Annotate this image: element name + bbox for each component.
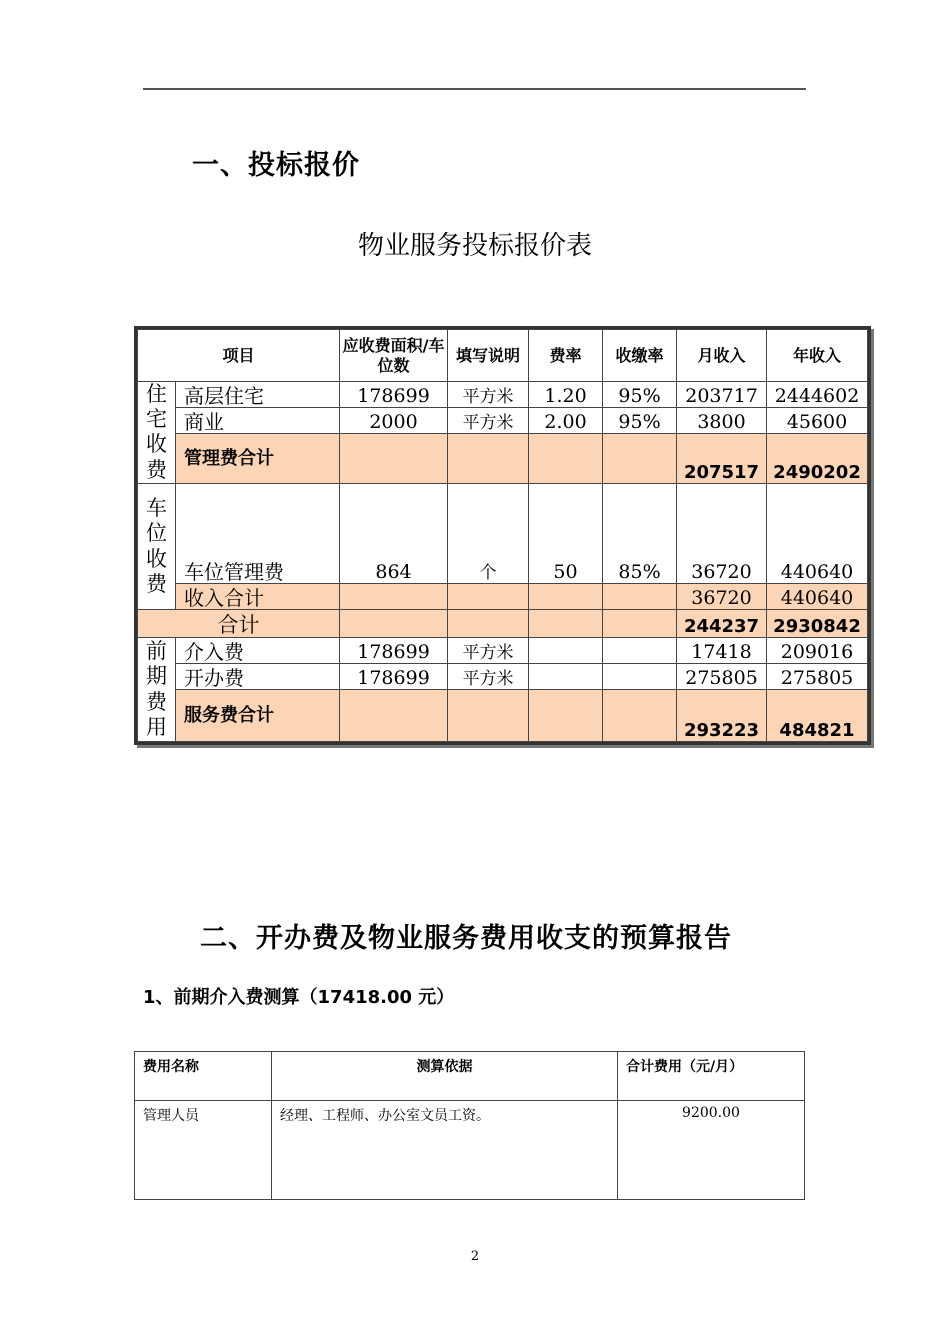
service-total-row: 服务费合计 293223 484821 xyxy=(138,690,868,742)
row-label: 服务费合计 xyxy=(176,690,340,742)
row-label: 高层住宅 xyxy=(176,382,340,408)
table-row: 车 位 收 费 车位管理费 864 个 50 85% 36720 440640 xyxy=(138,484,868,584)
grand-total-row: 合计 244237 2930842 xyxy=(138,610,868,638)
quote-header-row xyxy=(138,330,868,382)
section2-heading: 二、开办费及物业服务费用收支的预算报告 xyxy=(200,923,732,954)
header-monthly: 月收入 xyxy=(677,330,767,382)
quote-table xyxy=(134,326,871,745)
parking-category: 车 位 收 费 xyxy=(138,484,176,610)
row-label: 收入合计 xyxy=(176,584,340,610)
table-row: 开办费 178699 平方米 275805 275805 xyxy=(138,664,868,690)
row-label: 开办费 xyxy=(176,664,340,690)
mgmt-total-row: 管理费合计 207517 2490202 xyxy=(138,434,868,484)
header-yearly: 年收入 xyxy=(767,330,868,382)
header-item: 项目 xyxy=(138,330,340,382)
table-row: 前 期 费 用 介入费 178699 平方米 17418 209016 xyxy=(138,638,868,664)
page-number: 2 xyxy=(470,1249,480,1264)
cost-header-row xyxy=(135,1052,805,1101)
header-name: 费用名称 xyxy=(135,1052,272,1101)
table-row: 商业 2000 平方米 2.00 95% 3800 45600 xyxy=(138,408,868,434)
row-label: 车位管理费 xyxy=(176,484,340,584)
row-label: 介入费 xyxy=(176,638,340,664)
preliminary-category: 前 期 费 用 xyxy=(138,638,176,742)
header-basis: 测算依据 xyxy=(272,1052,618,1101)
table-row: 住 宅 收 费 高层住宅 178699 平方米 1.20 95% 203717 2444602 xyxy=(138,382,868,408)
header-area: 应收费面积/车位数 xyxy=(340,330,448,382)
header-rate: 费率 xyxy=(529,330,603,382)
row-label: 商业 xyxy=(176,408,340,434)
parking-total-row: 收入合计 36720 440640 xyxy=(138,584,868,610)
residential-category: 住 宅 收 费 xyxy=(138,382,176,484)
table-row: 管理人员 经理、工程师、办公室文员工资。 9200.00 xyxy=(135,1101,805,1200)
section2-subheading: 1、前期介入费测算（17418.00 元） xyxy=(143,987,455,1008)
section1-heading: 一、投标报价 xyxy=(192,150,360,181)
header-rule xyxy=(143,88,806,90)
header-collect: 收缴率 xyxy=(603,330,677,382)
header-total: 合计费用（元/月） xyxy=(618,1052,805,1101)
cost-table xyxy=(134,1051,805,1200)
row-label: 管理费合计 xyxy=(176,434,340,484)
header-note: 填写说明 xyxy=(448,330,529,382)
row-label: 合计 xyxy=(138,610,340,638)
quote-table-title: 物业服务投标报价表 xyxy=(357,231,592,261)
